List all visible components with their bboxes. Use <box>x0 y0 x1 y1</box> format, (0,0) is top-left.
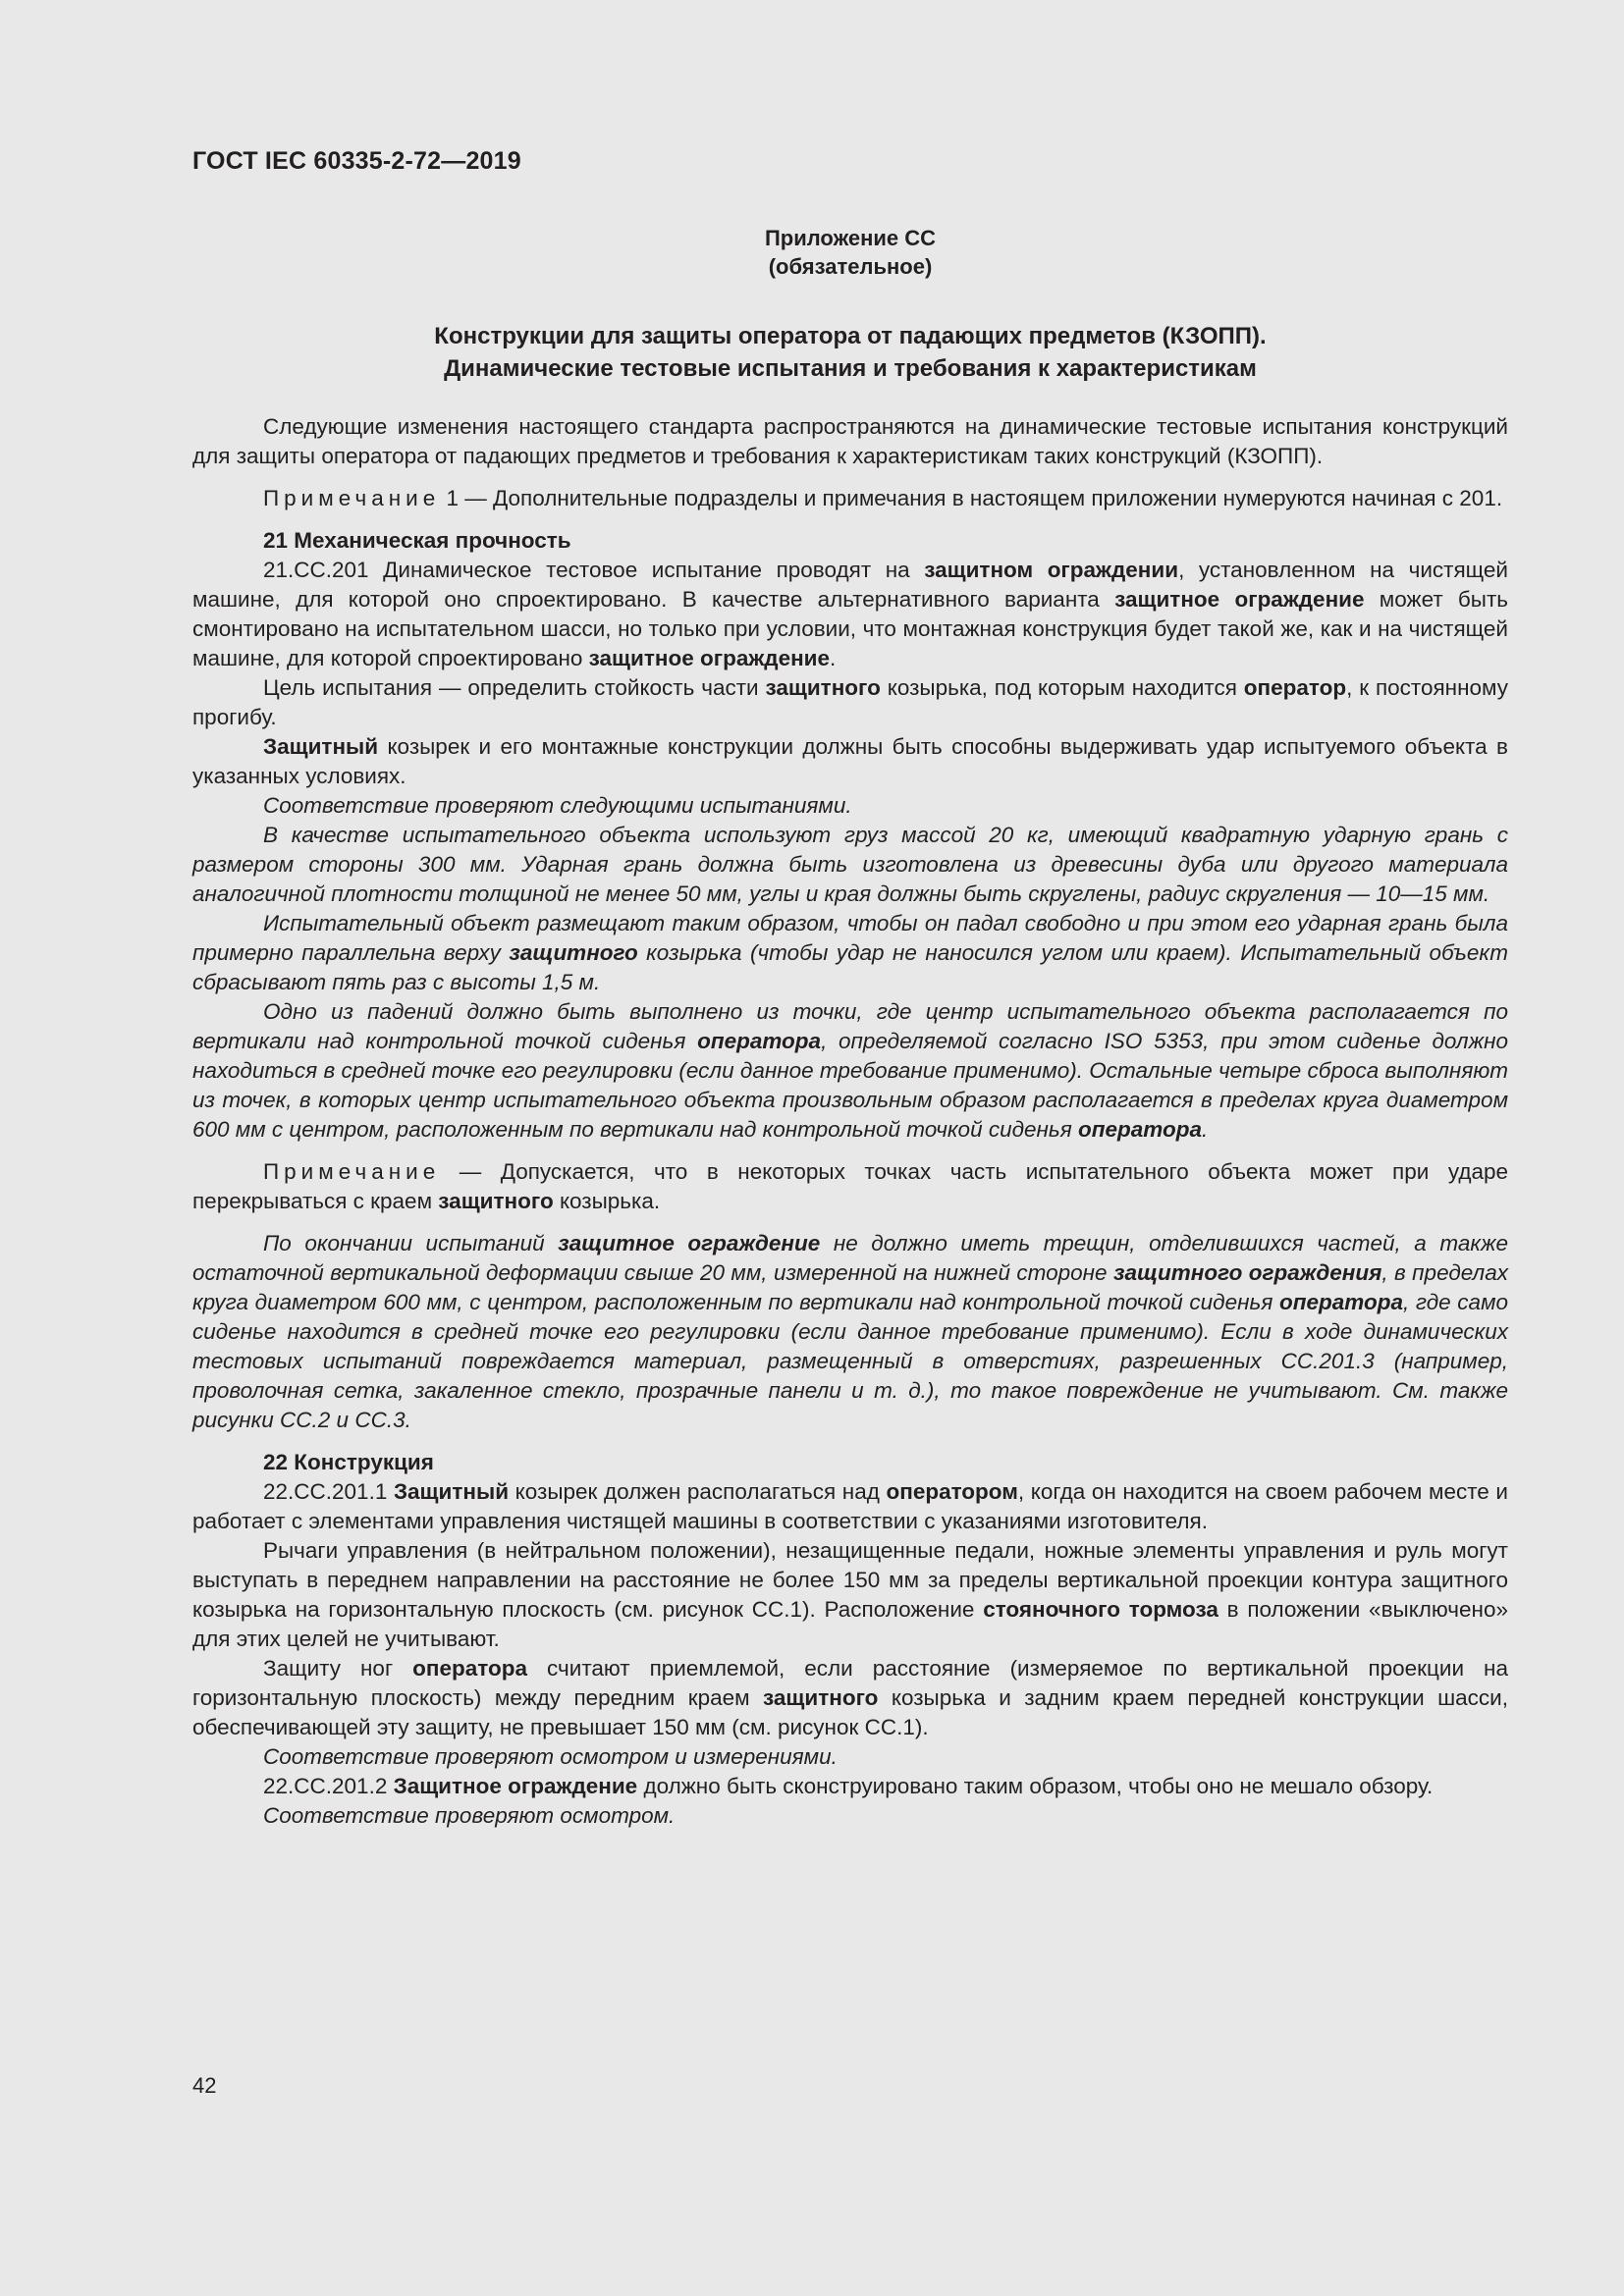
section-22-paragraph-2: Рычаги управления (в нейтральном положении), незащищенные педали, ножные элементы управления и руль могут выступать в переднем направлении на расстояние не более 150 мм за пределы вертикальной проекции контура защитного козырька на горизонтальную плоскость (см. рисунок CC.1). Расположение стояночного тормоза в положении «выключено» для этих целей не учитывают. <box>192 1538 1508 1651</box>
intro-paragraph: Следующие изменения настоящего стандарта распространяются на динамические тестовые испытания конструкций для защиты оператора от падающих предметов и требования к характеристикам таких конструкций (КЗОПП). <box>192 414 1508 468</box>
test-object-placement: Испытательный объект размещают таким образом, чтобы он падал свободно и при этом его ударная грань была примерно параллельна верху защитного козырька (чтобы удар не наносился углом или краем). Испытательный объект сбрасывают пять раз с высоты 1,5 м. <box>192 911 1508 994</box>
annex-title-line-1: Конструкции для защиты оператора от падающих предметов (КЗОПП). <box>434 323 1267 349</box>
section-22-heading: 22 Конструкция <box>263 1450 434 1474</box>
document-code-header: ГОСТ IEC 60335-2-72—2019 <box>192 147 521 175</box>
note-2: Примечание — Допускается, что в некоторых точках часть испытательного объекта может при ударе перекрываться с краем защитного козырька. <box>192 1159 1508 1213</box>
note-1 <box>192 484 1508 513</box>
annex-label: Приложение СС <box>764 226 937 250</box>
drop-points-description: Одно из падений должно быть выполнено из точки, где центр испытательного объекта располагается по вертикали над контрольной точкой сиденья оператора, определяемой согласно ISO 5353, при этом сиденье должно находиться в средней точке его регулировки (если данное требование применимо). Остальные четыре сброса выполняют из точек, в которых центр испытательного объекта произвольным образом располагается в пределах круга диаметром 600 мм с центром, расположенным по вертикали над контрольной точкой сиденья оператора. <box>192 999 1508 1142</box>
section-22-paragraph-5: 22.CC.201.2 Защитное ограждение должно быть сконструировано таким образом, чтобы оно не мешало обзору. <box>263 1774 1434 1798</box>
section-22-paragraph-3: Защиту ног оператора считают приемлемой, если расстояние (измеряемое по вертикальной проекции на горизонтальную плоскость) между передним краем защитного козырька и задним краем передней конструкции шасси, обеспечивающей эту защиту, не превышает 150 мм (см. рисунок CC.1). <box>192 1656 1508 1739</box>
compliance-inspection: Соответствие проверяют осмотром. <box>263 1803 676 1828</box>
annex-title <box>192 320 1508 385</box>
compliance-statement: Соответствие проверяют следующими испытаниями. <box>263 793 852 818</box>
annex-title-line-2: Динамические тестовые испытания и требования к характеристикам <box>444 355 1257 382</box>
test-object-description: В качестве испытательного объекта используют груз массой 20 кг, имеющий квадратную ударную грань с размером стороны 300 мм. Ударная грань должна быть изготовлена из древесины дуба или другого материала аналогичной плотности толщиной не менее 50 мм, углы и края должны быть скруглены, радиус скругления — 10—15 мм. <box>192 823 1508 906</box>
compliance-inspection-measurement: Соответствие проверяют осмотром и измерениями. <box>263 1744 838 1769</box>
note-text: 1 — Дополнительные подразделы и примечания в настоящем приложении нумеруются начиная с 201. <box>440 486 1503 510</box>
annex-status: (обязательное) <box>768 254 933 279</box>
page-number: 42 <box>192 2073 217 2098</box>
document-body <box>192 412 1508 1831</box>
section-21-paragraph-2: Цель испытания — определить стойкость части защитного козырька, под которым находится оператор, к постоянному прогибу. <box>192 675 1509 729</box>
section-21-paragraph-3: Защитный козырек и его монтажные конструкции должны быть способны выдерживать удар испытуемого объекта в указанных условиях. <box>192 734 1508 788</box>
section-22-paragraph-1: 22.CC.201.1 Защитный козырек должен располагаться над оператором, когда он находится на своем рабочем месте и работает с элементами управления чистящей машины в соответствии с указаниями изготовителя. <box>192 1479 1508 1533</box>
section-21-heading: 21 Механическая прочность <box>263 528 571 553</box>
annex-heading <box>192 224 1508 281</box>
acceptance-criteria: По окончании испытаний защитное ограждение не должно иметь трещин, отделившихся частей, а также остаточной вертикальной деформации свыше 20 мм, измеренной на нижней стороне защитного ограждения, в пределах круга диаметром 600 мм, с центром, расположенным по вертикали над контрольной точкой сиденья оператора, где само сиденье находится в средней точке его регулировки (если данное требование применимо). Если в ходе динамических тестовых испытаний повреждается материал, размещенный в отверстиях, разрешенных CC.201.3 (например, проволочная сетка, закаленное стекло, прозрачные панели и т. д.), то такое повреждение не учитывают. См. также рисунки CC.2 и CC.3. <box>192 1231 1509 1432</box>
section-21-paragraph-1: 21.CC.201 Динамическое тестовое испытание проводят на защитном ограждении, установленном на чистящей машине, для которой оно спроектировано. В качестве альтернативного варианта защитное ограждение может быть смонтировано на испытательном шасси, но только при условии, что монтажная конструкция будет такой же, как и на чистящей машине, для которой спроектировано защитное ограждение. <box>192 558 1509 670</box>
note-label: Примечание <box>263 486 441 510</box>
